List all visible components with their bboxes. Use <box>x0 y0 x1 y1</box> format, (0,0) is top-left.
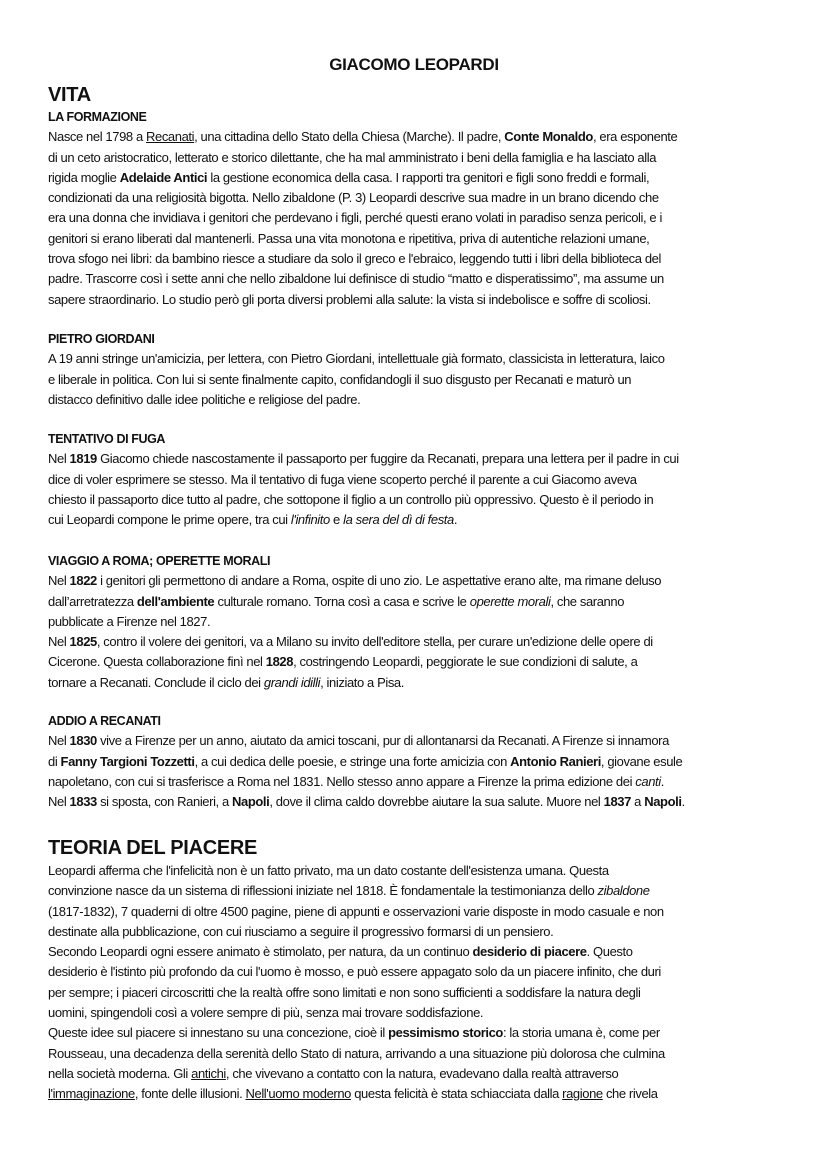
subsection-heading: ADDIO A RECANATI <box>48 714 161 728</box>
text-run: Secondo Leopardi ogni essere animato è stimolato, per natura, da un continuo <box>48 944 473 960</box>
subsection <box>48 711 685 812</box>
text-line <box>48 612 661 632</box>
subsection <box>48 329 665 410</box>
bold-text: pessimismo storico <box>388 1025 503 1041</box>
text-line <box>48 208 677 228</box>
text-run: Giacomo chiede nascostamente il passaporto per fuggire da Recanati, prepara una lettera per il padre in cui <box>96 451 679 467</box>
underlined-text: ragione <box>562 1086 603 1102</box>
text-run: dice di voler esprimere se stesso. Ma il tentativo di fuga viene scoperto perché il parente a cui Giacomo aveva <box>48 471 637 487</box>
underlined-text: Recanati <box>146 129 195 145</box>
text-run: i genitori gli permettono di andare a Roma, ospite di uno zio. Le aspettative erano alte, ma rimane deluso <box>96 573 662 589</box>
text-run: rigida moglie <box>48 169 120 185</box>
text-line <box>48 349 665 369</box>
text-run: tornare a Recanati. Conclude il ciclo dei <box>48 674 264 690</box>
section-heading: TEORIA DEL PIACERE <box>48 837 258 859</box>
bold-text: 1830 <box>69 733 97 749</box>
text-run: nella società moderna. Gli <box>48 1065 192 1081</box>
italic-text: canti <box>635 773 661 789</box>
text-run: , dove il clima caldo dovrebbe aiutare la sua salute. Muore nel <box>269 794 604 810</box>
text-line <box>48 490 679 510</box>
text-line <box>48 592 661 612</box>
text-run: desiderio è l'istinto più profondo da cui l'uomo è mosso, e può essere appagato solo da un piacere infinito, che duri <box>48 964 661 980</box>
text-run: Nasce nel 1798 a <box>48 129 146 145</box>
text-line <box>48 962 665 982</box>
text-line <box>48 1003 665 1023</box>
text-run: cui Leopardi compone le prime opere, tra cui <box>48 512 291 528</box>
text-line <box>48 731 685 751</box>
text-run: era una donna che invidiava i genitori che perdevano i figli, perché questi erano volati in paradiso senza pericoli, e i <box>48 210 662 226</box>
text-line <box>48 942 665 962</box>
bold-text: 1833 <box>69 794 97 810</box>
subsection-heading: LA FORMAZIONE <box>48 110 147 124</box>
text-line <box>48 148 677 168</box>
text-line <box>48 290 677 310</box>
text-run: culturale romano. Torna così a casa e scrive le <box>214 593 470 609</box>
italic-text: l'infinito <box>290 512 330 528</box>
text-line <box>48 390 665 410</box>
subsection <box>48 107 677 310</box>
subsection <box>48 551 661 693</box>
text-line <box>48 269 677 289</box>
underlined-text: l'immaginazione <box>48 1086 135 1102</box>
text-run: . <box>681 794 685 810</box>
text-run: padre. Trascorre così i sette anni che nello zibaldone lui definisce di studio “matto e disperatissimo”, ma assume un <box>48 271 664 287</box>
text-run: sapere straordinario. Lo studio però gli porta diversi problemi alla salute: la vista si indebolisce e soffre di scoliosi. <box>48 291 651 307</box>
text-run: destinate alla pubblicazione, con cui riusciamo a seguire il progressivo formarsi di un pensiero. <box>48 923 554 939</box>
text-run: , a cui dedica delle poesie, e stringe una forte amicizia con <box>194 753 511 769</box>
subsection-heading: TENTATIVO DI FUGA <box>48 432 166 446</box>
text-run: . <box>660 773 664 789</box>
text-line <box>48 188 677 208</box>
bold-text: desiderio di piacere <box>472 944 587 960</box>
text-run: Nel <box>48 573 70 589</box>
text-run: uomini, spingendoli così a volere sempre di più, senza mai trovare soddisfazione. <box>48 1005 484 1021</box>
text-line <box>48 1023 665 1043</box>
text-run: trova sfogo nei libri: da bambino riesce a studiare da solo il greco e l'ebraico, leggendo tutti i libri della biblioteca del <box>48 251 661 267</box>
text-line <box>48 127 677 147</box>
text-line <box>48 983 665 1003</box>
text-run: Nel <box>48 634 70 650</box>
text-line <box>48 370 665 390</box>
italic-text: grandi idilli <box>263 674 321 690</box>
text-run: dall’arretratezza <box>48 593 137 609</box>
text-run: la gestione economica della casa. I rapporti tra genitori e figli sono freddi e formali, <box>207 169 650 185</box>
text-run: , costringendo Leopardi, peggiorate le sue condizioni di salute, a <box>293 654 638 670</box>
text-run: condizionati da una religiosità bigotta. Nello zibaldone (P. 3) Leopardi descrive sua madre in un brano dicendo che <box>48 190 659 206</box>
text-run: napoletano, con cui si trasferisce a Roma nel 1831. Nello stesso anno appare a Firenze la prima edizione dei <box>48 773 636 789</box>
text-run: , fonte delle illusioni. <box>134 1086 246 1102</box>
text-run: , che saranno <box>550 593 625 609</box>
text-run: chiesto il passaporto dice tutto al padre, che sottopone il figlio a un controllo più oppressivo. Questo è il periodo in <box>48 491 654 507</box>
text-line <box>48 673 661 693</box>
bold-text: 1822 <box>69 573 97 589</box>
text-run: , iniziato a Pisa. <box>320 674 404 690</box>
text-line <box>48 510 679 530</box>
text-run: . Questo <box>586 944 633 960</box>
text-run: pubblicate a Firenze nel 1827. <box>48 613 211 629</box>
text-run: a <box>630 794 645 810</box>
text-run: , era esponente <box>592 129 678 145</box>
text-run: , giovane esule <box>600 753 683 769</box>
underlined-text: Nell'uomo moderno <box>245 1086 352 1102</box>
bold-text: Napoli <box>232 794 270 810</box>
bold-text: 1819 <box>69 451 97 467</box>
text-run: convinzione nasce da un sistema di riflessioni iniziate nel 1818. È fondamentale la testimonianza dello <box>48 883 598 899</box>
bold-text: Conte Monaldo <box>504 129 593 145</box>
text-run: . <box>453 512 458 528</box>
text-line <box>48 881 665 901</box>
text-line <box>48 1044 665 1064</box>
text-run: Nel <box>48 733 70 749</box>
text-run: Cicerone. Questa collaborazione finì nel <box>48 654 266 670</box>
text-run: per sempre; i piaceri circoscritti che la realtà offre sono limitati e non sono sufficienti a soddisfare la natura degli <box>48 984 641 1000</box>
text-run: questa felicità è stata schiacciata dalla <box>351 1086 563 1102</box>
bold-text: Adelaide Antici <box>119 169 208 185</box>
text-run: A 19 anni stringe un'amicizia, per lettera, con Pietro Giordani, intellettuale già formato, classicista in letteratura, laico <box>48 351 665 367</box>
bold-text: 1837 <box>603 794 631 810</box>
bold-text: Napoli <box>644 794 682 810</box>
text-line <box>48 470 679 490</box>
underlined-text: antichi <box>191 1065 226 1081</box>
text-run: : la storia umana è, come per <box>502 1025 660 1041</box>
text-line <box>48 449 679 469</box>
text-run: Nel <box>48 794 70 810</box>
text-run: e <box>329 512 344 528</box>
text-line <box>48 652 661 672</box>
document-title: GIACOMO LEOPARDI <box>329 55 499 74</box>
bold-text: dell'ambiente <box>136 593 215 609</box>
text-run: , che vivevano a contatto con la natura, evadevano dalla realtà attraverso <box>225 1065 619 1081</box>
text-line <box>48 922 665 942</box>
text-run: e liberale in politica. Con lui si sente finalmente capito, confidandogli il suo disgusto per Recanati e maturò un <box>48 371 632 387</box>
text-line <box>48 902 665 922</box>
text-run: Nel <box>48 451 70 467</box>
italic-text: zibaldone <box>597 883 650 899</box>
bold-text: 1825 <box>69 634 97 650</box>
bold-text: Fanny Targioni Tozzetti <box>60 753 195 769</box>
text-line <box>48 229 677 249</box>
text-run: Rousseau, una decadenza della serenità dello Stato di natura, arrivando a una situazione più dolorosa che culmina <box>48 1045 665 1061</box>
subsection-heading: VIAGGIO A ROMA; OPERETTE MORALI <box>48 554 271 568</box>
subsection <box>48 429 679 530</box>
text-line <box>48 571 661 591</box>
text-run: distacco definitivo dalle idee politiche e religiose del padre. <box>48 391 361 407</box>
subsection-heading: PIETRO GIORDANI <box>48 332 155 346</box>
text-run: di <box>48 753 61 769</box>
text-line <box>48 632 661 652</box>
text-line <box>48 249 677 269</box>
text-run: , contro il volere dei genitori, va a Milano su invito dell'editore stella, per curare un'edizione delle opere di <box>96 634 653 650</box>
text-run: (1817-1832), 7 quaderni di oltre 4500 pagine, piene di appunti e osservazioni varie disposte in modo casuale e non <box>48 903 664 919</box>
text-run: Queste idee sul piacere si innestano su una concezione, cioè il <box>48 1025 389 1041</box>
section-heading: VITA <box>48 84 91 106</box>
text-run: si sposta, con Ranieri, a <box>96 794 233 810</box>
subsection <box>48 861 665 1105</box>
text-run: , una cittadina dello Stato della Chiesa (Marche). Il padre, <box>194 129 505 145</box>
text-line <box>48 168 677 188</box>
text-line <box>48 1064 665 1084</box>
text-line <box>48 772 685 792</box>
text-run: di un ceto aristocratico, letterato e storico dilettante, che ha mal amministrato i beni della famiglia e ha lasciato alla <box>48 149 657 165</box>
text-line <box>48 792 685 812</box>
bold-text: 1828 <box>265 654 294 670</box>
text-line <box>48 752 685 772</box>
text-run: genitori si erano liberati dal mantenerli. Passa una vita monotona e ripetitiva, priva di autentiche relazioni umane, <box>48 230 650 246</box>
italic-text: operette morali <box>469 593 551 609</box>
text-line <box>48 1084 665 1104</box>
italic-text: la sera del dì di festa <box>343 512 454 528</box>
bold-text: Antonio Ranieri <box>510 753 601 769</box>
text-run: vive a Firenze per un anno, aiutato da amici toscani, pur di allontanarsi da Recanati. A Firenze si innamora <box>96 733 669 749</box>
text-line <box>48 861 665 881</box>
text-run: Leopardi afferma che l'infelicità non è un fatto privato, ma un dato costante dell'esistenza umana. Questa <box>48 863 609 878</box>
text-run: che rivela <box>602 1086 658 1102</box>
